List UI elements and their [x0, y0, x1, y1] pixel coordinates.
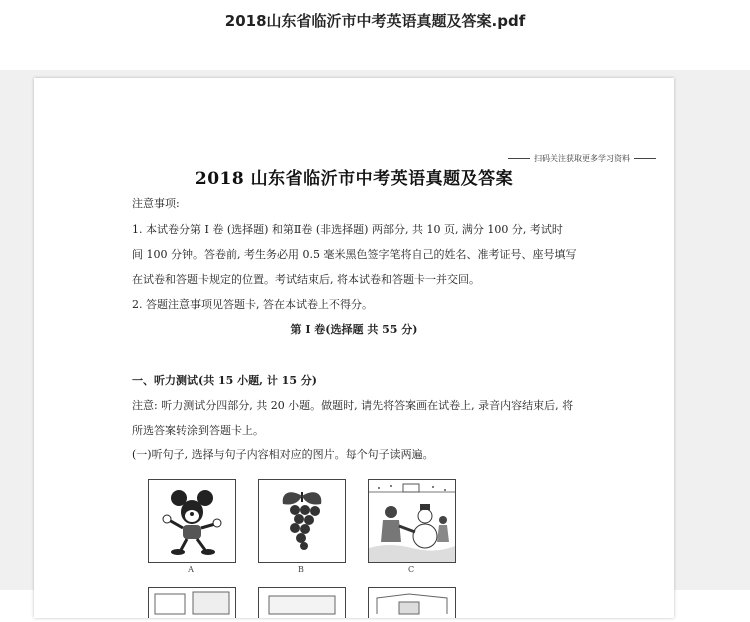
note1-line2: 间 100 分钟。答卷前, 考生务必用 0.5 毫米黑色签字笔将自己的姓名、准考证号、座号填写 — [132, 248, 577, 261]
section1-note-line1: 注意: 听力测试分四部分, 共 20 小题。做题时, 请先将答案画在试卷上, 录音内容结束后, 将 — [132, 399, 574, 412]
note2: 2. 答题注意事项见答题卡, 答在本试卷上不得分。 — [132, 298, 373, 311]
section1-heading: 一、听力测试(共 15 小题, 计 15 分) — [132, 374, 318, 387]
question-pictures — [148, 479, 478, 619]
subsection1-instruction: (一)听句子, 选择与句子内容相对应的图片。每个句子读两遍。 — [132, 448, 434, 461]
picture-b-label: B — [298, 565, 304, 574]
picture-c-label: C — [407, 565, 415, 574]
promo-rule-right — [634, 158, 656, 159]
notes-heading: 注意事项: — [132, 197, 180, 210]
picture-b — [258, 479, 346, 563]
promo-rule-left — [508, 158, 530, 159]
picture-e — [258, 587, 346, 618]
grapes-illustration — [259, 480, 345, 562]
part-heading: 第 I 卷(选择题 共 55 分) — [290, 323, 418, 336]
promo-banner — [508, 153, 656, 164]
viewer-header — [0, 0, 750, 70]
picture-f — [368, 587, 456, 618]
picture-a — [148, 479, 236, 563]
picture-d-illustration — [149, 588, 235, 618]
note1-line3: 在试卷和答题卡规定的位置。考试结束后, 将本试卷和答题卡一并交回。 — [132, 273, 480, 286]
promo-text: 扫码关注获取更多学习资料 — [534, 154, 630, 163]
picture-a-label: A — [188, 565, 194, 574]
section1-note-line2: 所选答案转涂到答题卡上。 — [132, 424, 264, 437]
cartoon-mouse-illustration — [149, 480, 235, 562]
document-title: 2018 山东省临沂市中考英语真题及答案 — [194, 169, 514, 189]
document-page — [34, 78, 674, 618]
note1-line1: 1. 本试卷分第 I 卷 (选择题) 和第Ⅱ卷 (非选择题) 两部分, 共 10 页, 满分 100 分, 考试时 — [132, 223, 563, 236]
picture-c — [368, 479, 456, 563]
picture-f-illustration — [369, 588, 455, 618]
file-title: 2018山东省临沂市中考英语真题及答案.pdf — [224, 12, 526, 30]
snowman-scene-illustration — [369, 480, 455, 562]
picture-e-illustration — [259, 588, 345, 618]
picture-d — [148, 587, 236, 618]
